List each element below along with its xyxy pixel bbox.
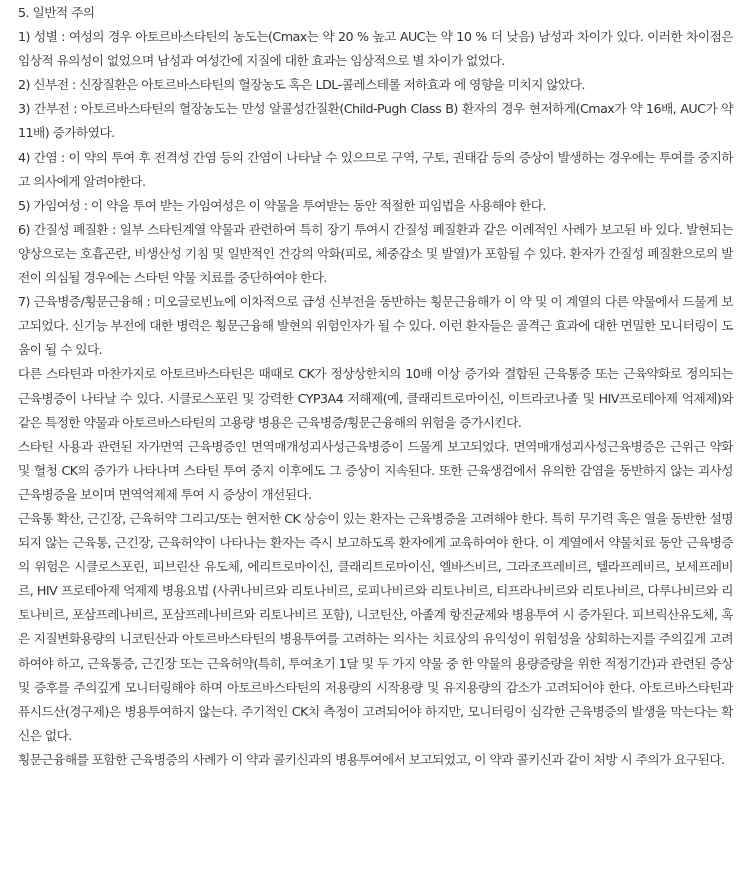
paragraph-colchicine: 횡문근융해를 포함한 근육병증의 사례가 이 약과 콜키신과의 병용투여에서 보고되었고, 이 약과 콜키신과 같이 처방 시 주의가 요구된다. <box>18 751 725 767</box>
paragraph-hepatitis: 4) 간염 : 이 약의 투여 후 전격성 간염 등의 간염이 나타날 수 있으므로 구역, 구토, 권태감 등의 증상이 발생하는 경우에는 투여를 중지하고 의사에게 알려야한다. <box>18 149 733 189</box>
paragraph-myopathy-risk: 근육통 확산, 근긴장, 근육허약 그리고/또는 현저한 CK 상승이 있는 환자는 근육병증을 고려해야 한다. 특히 무기력 혹은 열을 동반한 설명되지 않는 근육통, 근긴장, 근육허약이 나타나는 환자는 즉시 보고하도록 환자에게 교육하여야 한다. 이 계열에서 약물치료 동안 근육병증의 위험은 시클로스포린, 피브린산 유도체, 에리트로마이신, 클래리트로마이신, 엘바스비르, 그라조프레비르, 텔라프레비르, 보세프레비르, HIV 프로테아제 억제제 병용요법 (사퀴나비르와 리토나비르, 로피나비르와 리토나비르, 티프라나비르와 리토나비르, 다루나비르와 리토나비르, 포삼프레나비르, 포삼프레나비르와 리토나비르 포함), 니코틴산, 아졸계 항진균제와 병용투여 시 증가된다. 피브릭산유도체, 혹은 지질변화용량의 니코틴산과 아토르바스타틴의 병용투여를 고려하는 의사는 치료상의 유익성이 위험성을 상회하는지를 주의깊게 고려하여야 하고, 근육통증, 근긴장 또는 근육허약(특히, 투여초기 1달 및 두 가지 약물 중 한 약물의 용량증량을 위한 적정기간)과 관련된 증상 및 증후를 주의깊게 모니터링해야 하며 아토르바스타틴의 저용량의 시작용량 및 유지용량의 감소가 고려되어야 한다. 아토르바스타틴과 퓨시드산(경구제)은 병용투여하지 않는다. 주기적인 CK치 측정이 고려되어야 하지만, 모니터링이 심각한 근육병증의 발생을 막는다는 확신은 없다. <box>18 510 733 743</box>
paragraph-immune-mediated-myopathy: 스타틴 사용과 관련된 자가면역 근육병증인 면역매개성괴사성근육병증이 드물게 보고되었다. 면역매개성괴사성근육병증은 근위근 약화 및 혈청 CK의 증가가 나타나며 스타틴 투여 중지 이후에도 그 증상이 지속된다. 또한 근육생검에서 유의한 감염을 동반하지 않는 괴사성 근육병증을 보이며 면역억제제 투여 시 증상이 개선된다. <box>18 438 733 502</box>
paragraph-childbearing-women: 5) 가임여성 : 이 약을 투여 받는 가임여성은 이 약물을 투여받는 동안 적절한 피임법을 사용해야 한다. <box>18 197 546 213</box>
paragraph-renal-failure: 2) 신부전 : 신장질환은 아토르바스타틴의 혈장농도 혹은 LDL-콜레스테롤 저하효과 에 영향을 미치지 않았다. <box>18 77 585 93</box>
paragraph-interstitial-lung-disease: 6) 간질성 폐질환 : 일부 스타틴계열 약물과 관련하여 특히 장기 투여시 간질성 폐질환과 같은 이례적인 사례가 보고된 바 있다. 발현되는 양상으로는 호흡곤란, 비생산성 기침 및 일반적인 건강의 악화(피로, 체중감소 및 발열)가 포함될 수 있다. 환자가 간질성 폐질환으로의 발전이 의심될 경우에는 스타틴 약물 치료를 중단하여야 한다. <box>18 221 733 286</box>
section-heading: 5. 일반적 주의 <box>18 5 95 20</box>
paragraph-hepatic-failure: 3) 간부전 : 아토르바스타틴의 혈장농도는 만성 알콜성간질환(Child-Pugh Class B) 환자의 경우 현저하게(Cmax가 약 16배, AUC가 약11배) 증가하였다. <box>18 101 733 141</box>
paragraph-myopathy-rhabdomyolysis: 7) 근육병증/횡문근융해 : 미오글로빈뇨에 이차적으로 급성 신부전을 동반하는 횡문근융해가 이 약 및 이 계열의 다른 약물에서 드물게 보고되었다. 신기능 부전에 대한 병력은 횡문근융해 발현의 위험인자가 될 수 있다. 이런 환자들은 골격근 효과에 대한 면밀한 모니터링이 도움이 될 수 있다. <box>18 294 733 358</box>
paragraph-sex: 1) 성별 : 여성의 경우 아토르바스타틴의 농도는(Cmax는 약 20 % 높고 AUC는 약 10 % 더 낮음) 남성과 차이가 있다. 이러한 차이점은 임상적 유의성이 없었으며 남성과 여성간에 지질에 대한 효과는 임상적으로 별 차이가 없었다. <box>18 29 733 69</box>
paragraph-ck-elevation: 다른 스타틴과 마찬가지로 아토르바스타틴은 때때로 CK가 정상상한치의 10배 이상 증가와 결합된 근육통증 또는 근육약화로 정의되는 근육병증이 나타날 수 있다. 시클로스포린 및 강력한 CYP3A4 저해제(예, 클래리트로마이신, 이트라코나졸 및 HIV프로테아제 억제제)와 같은 특정한 약물과 아토르바스타틴의 고용량 병용은 근육병증/횡문근융해의 위험을 증가시킨다. <box>18 366 733 430</box>
